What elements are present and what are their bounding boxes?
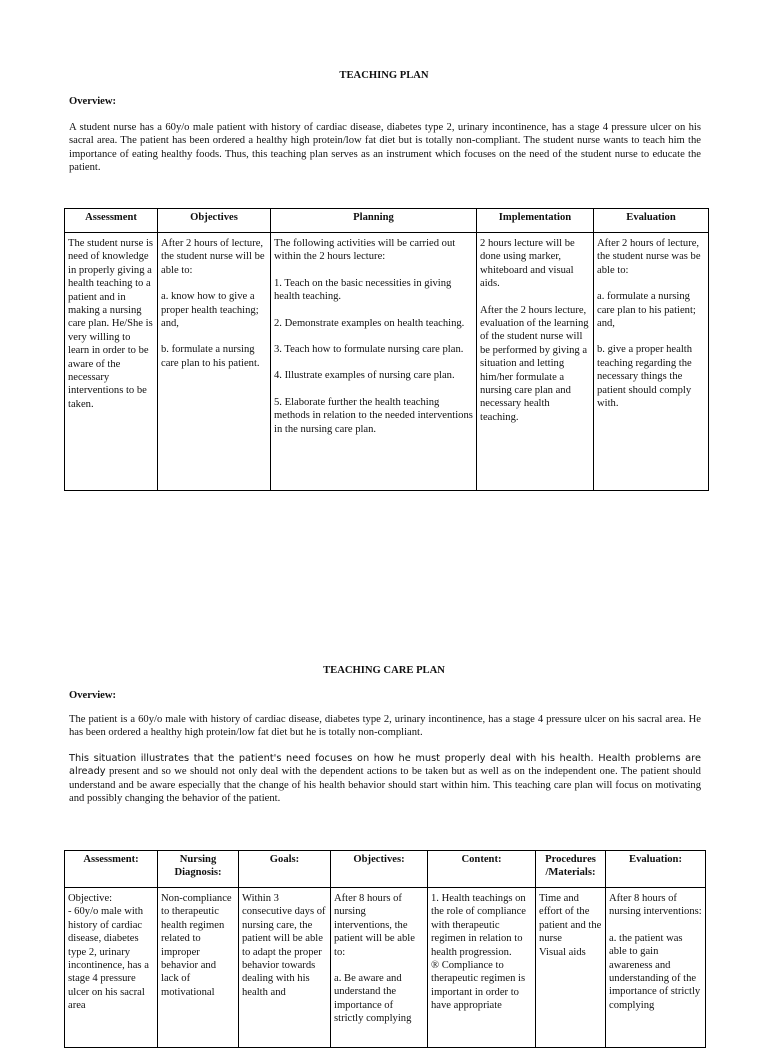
objectives-cell	[158, 233, 271, 491]
overview-heading: Overview:	[69, 96, 117, 107]
assessment-text: The student nurse is need of knowledge in properly giving a health teaching to a patient and in making a nursing care plan. He/She is very willing to learn in order to be aware of the necessary interventions to be taken.	[68, 238, 154, 410]
teaching-care-plan-table	[64, 850, 706, 1048]
objective-line: a. know how to give a proper health teaching; and,	[161, 291, 259, 330]
teaching-plan-table	[64, 208, 709, 491]
header-implementation: Implementation	[477, 209, 594, 233]
care-diagnosis-cell: Non-compliance to therapeutic health regimen related to improper behavior and lack of motivational	[158, 888, 239, 1048]
header-assessment: Assessment	[65, 209, 158, 233]
evaluation-line: After 2 hours of lecture, the student nurse was be able to:	[597, 238, 701, 276]
planning-line: The following activities will be carried out within the 2 hours lecture:	[274, 238, 456, 263]
care-header-diagnosis: Nursing Diagnosis:	[158, 851, 239, 888]
evaluation-cell	[594, 233, 709, 491]
objective-line: After 2 hours of lecture, the student nurse will be able to:	[161, 238, 265, 276]
evaluation-line: a. formulate a nursing care plan to his patient; and,	[597, 291, 696, 330]
paragraph-rest: present and so we should not only deal with the dependent actions to be taken but as well as on the independent one. The patient should understand and be aware especially that the change of his health behavior should start within him. This teaching care plan will focus on motivating and possibly changing the behavior of the patient.	[69, 766, 701, 805]
objective-line: b. formulate a nursing care plan to his patient.	[161, 344, 260, 369]
teaching-care-plan-title: TEACHING CARE PLAN	[323, 665, 445, 676]
care-goals-cell: Within 3 consecutive days of nursing care, the patient will be able to adapt the proper behavior towards dealing with his health and	[239, 888, 331, 1048]
care-header-procedures: Procedures /Materials:	[536, 851, 606, 888]
care-procedures-cell: Time and effort of the patient and the nurse Visual aids	[536, 888, 606, 1048]
care-header-evaluation: Evaluation:	[606, 851, 706, 888]
care-plan-overview-heading: Overview:	[69, 690, 117, 701]
assessment-cell	[65, 233, 158, 491]
planning-line: 3. Teach how to formulate nursing care plan.	[274, 344, 464, 356]
paragraph-lead: This situation illustrates that the patient's need focuses on how he must properly deal with his health. Health problems are already	[69, 753, 701, 778]
planning-cell	[271, 233, 477, 491]
teaching-plan-title: TEACHING PLAN	[339, 70, 429, 81]
header-evaluation: Evaluation	[594, 209, 709, 233]
care-objective-line: After 8 hours of nursing interventions, the patient will be able to:	[334, 893, 415, 958]
overview-paragraph: A student nurse has a 60y/o male patient with history of cardiac disease, diabetes type 2, urinary incontinence, has a stage 4 pressure ulcer on his sacral area. The patient has been ordered a healthy high protein/low fat diet but is totally non-compliant. The student nurse wants to teach him the importance of eating healthy foods. Thus, this teaching plan serves as an instrument which focuses on the need of the student nurse to educate the patient.	[69, 122, 701, 174]
care-assessment-cell: Objective: - 60y/o male with history of cardiac disease, diabetes type 2, urinary incontinence, has a stage 4 pressure ulcer on his sacral area	[65, 888, 158, 1048]
planning-line: 1. Teach on the basic necessities in giving health teaching.	[274, 277, 452, 303]
planning-line: 2. Demonstrate examples on health teaching.	[274, 317, 465, 329]
implementation-line: 2 hours lecture will be done using marker, whiteboard and visual aids.	[480, 238, 575, 290]
care-header-content: Content:	[428, 851, 536, 888]
implementation-cell	[477, 233, 594, 491]
implementation-line: After the 2 hours lecture, evaluation of the learning of the student nurse will be performed by giving a situation and letting him/her formulate a nursing care plan and necessary health teaching.	[480, 304, 589, 423]
planning-line: 5. Elaborate further the health teaching methods in relation to the needed interventions in the nursing care plan.	[274, 396, 473, 435]
planning-line: 4. Illustrate examples of nursing care plan.	[274, 370, 455, 382]
header-objectives: Objectives	[158, 209, 271, 233]
care-plan-overview-paragraph-2	[69, 752, 701, 806]
care-evaluation-line: After 8 hours of nursing interventions:	[609, 893, 702, 918]
header-planning: Planning	[271, 209, 477, 233]
care-plan-overview-paragraph-1: The patient is a 60y/o male with history of cardiac disease, diabetes type 2, urinary incontinence, has a stage 4 pressure ulcer on his sacral area. He has been ordered a healthy high protein/low fat diet but he is totally non-compliant.	[69, 714, 701, 739]
care-header-objectives: Objectives:	[331, 851, 428, 888]
care-objective-line: a. Be aware and understand the importance of strictly complying	[334, 973, 412, 1025]
care-content-cell: 1. Health teachings on the role of compliance with therapeutic regimen in relation to health progression. ® Compliance to therapeutic regimen is important in order to have appropriate	[428, 888, 536, 1048]
care-evaluation-line: a. the patient was able to gain awareness and understanding of the importance of strictly complying	[609, 932, 701, 1011]
care-header-goals: Goals:	[239, 851, 331, 888]
care-header-assessment: Assessment:	[65, 851, 158, 888]
evaluation-line: b. give a proper health teaching regarding the necessary things the patient should comply with.	[597, 344, 693, 410]
